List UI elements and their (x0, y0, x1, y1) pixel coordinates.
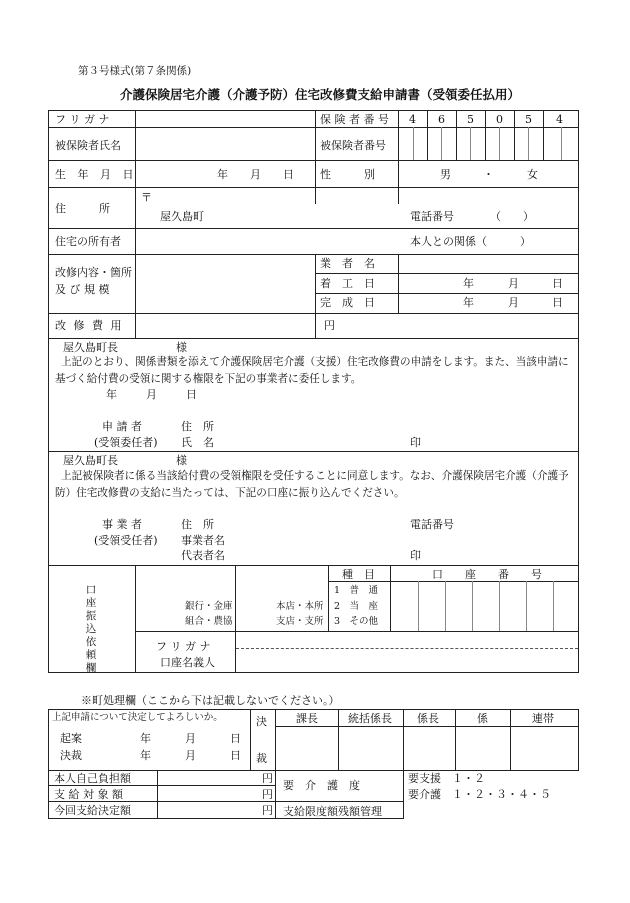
kian-year-unit: 年 (140, 732, 151, 745)
finish-date-label: 完 成 日 (320, 296, 375, 309)
sex-separator: ・ (483, 168, 494, 181)
target-amount-label: 支 給 対 象 額 (54, 788, 123, 801)
cost-yen: 円 (324, 319, 335, 332)
bank-side-label: 口 座 振 込 依 頼 欄 (85, 584, 97, 674)
insurer-digit: 5 (525, 113, 532, 126)
furigana-label: フ リ ガ ナ (55, 113, 110, 126)
kessai-label: 決裁 (60, 749, 82, 762)
insurer-digit: 4 (556, 113, 563, 126)
owner-label: 住宅の所有者 (55, 235, 121, 248)
insurer-number-label: 保 険 者 番 号 (320, 113, 389, 126)
kakaricho-label: 係長 (417, 712, 439, 725)
finish-day-unit: 日 (552, 296, 563, 309)
self-pay-yen: 円 (262, 772, 273, 785)
address-town: 屋久島町 (160, 210, 204, 223)
account-number-header: 口 座 番 号 (432, 568, 542, 581)
start-date-label: 着 工 日 (320, 277, 375, 290)
content-scale-label: 及 び 規 模 (55, 283, 110, 296)
phone-label: 電話番号 (410, 210, 454, 223)
insurer-digit: 0 (496, 113, 503, 126)
start-month-unit: 月 (508, 277, 519, 290)
business-label: 事 業 者 (102, 518, 142, 531)
kian-label: 起案 (60, 732, 82, 745)
application-day-unit: 日 (186, 388, 197, 401)
postal-mark: 〒 (141, 191, 152, 204)
branch-type-line1: 本店・本所 (276, 601, 324, 612)
decided-yen: 円 (262, 804, 273, 817)
birth-date-label: 生 年 月 日 (55, 168, 138, 181)
tokatsu-label: 統括係長 (348, 712, 392, 725)
birth-day-unit: 日 (283, 168, 294, 181)
birth-month-unit: 月 (250, 168, 261, 181)
sai-label: 裁 (256, 752, 267, 765)
kessai-year-unit: 年 (140, 749, 151, 762)
care-level-label: 要 介 護 度 (283, 779, 360, 792)
sex-female[interactable]: 女 (527, 168, 538, 181)
consent-mayor: 屋久島町長 (63, 454, 118, 467)
bank-type-line2: 組合・農協 (185, 616, 233, 627)
business-address-label: 住 所 (181, 518, 214, 531)
phone-parens: （ ） (490, 210, 534, 223)
rentai-label: 連帯 (532, 712, 554, 725)
applicant-seal: 印 (410, 436, 421, 449)
account-type-1[interactable]: 1 普 通 (334, 585, 379, 596)
applicant-address-label: 住 所 (181, 420, 214, 433)
relation-label: 本人との関係（ ） (410, 235, 531, 248)
self-pay-label: 本人自己負担額 (54, 772, 131, 785)
application-text-2: 基づく給付費の受領に関する権限を下記の事業者に委任します。 (55, 373, 362, 385)
account-type-header: 種 目 (342, 568, 375, 581)
kakari-label: 係 (477, 712, 488, 725)
consent-text-2: 防）住宅改修費の支給に当たっては、下記の口座に振り込んでください。 (55, 487, 405, 499)
kian-day-unit: 日 (230, 732, 241, 745)
application-mayor: 屋久島町長 (63, 341, 118, 354)
insurer-digit: 6 (438, 113, 445, 126)
business-company-label: 事業者名 (181, 534, 225, 547)
bank-type-line1: 銀行・金庫 (185, 601, 233, 612)
consent-sama: 様 (176, 454, 187, 467)
applicant-name-label: 氏 名 (181, 436, 214, 449)
applicant-label: 申 請 者 (102, 420, 142, 433)
insured-number-label: 被保険者番号 (320, 139, 386, 152)
application-year-unit: 年 (106, 388, 117, 401)
start-year-unit: 年 (463, 277, 474, 290)
decided-amount-label: 今回支給決定額 (54, 804, 131, 817)
yoshien-options[interactable]: 要支援 １・２ (408, 772, 485, 785)
start-day-unit: 日 (552, 277, 563, 290)
office-use-note: ※町処理欄（ここから下は記載しないでください。） (81, 694, 340, 707)
finish-month-unit: 月 (508, 296, 519, 309)
form-number: 第３号様式(第７条関係) (78, 65, 192, 77)
insurer-digit: 5 (467, 113, 474, 126)
birth-year-unit: 年 (217, 168, 228, 181)
sex-label: 性 別 (320, 168, 375, 181)
application-text: 上記のとおり、関係書類を添えて介護保険居宅介護（支援）住宅改修費の申請をします。また、当該申請に (61, 356, 569, 368)
business-rep-label: 代表者名 (181, 549, 225, 562)
business-sub-label: (受領受任者) (94, 534, 158, 547)
kessai-day-unit: 日 (230, 749, 241, 762)
yokaigo-options[interactable]: 要介護 １・２・３・４・５ (408, 788, 551, 801)
application-sama: 様 (176, 341, 187, 354)
decision-question: 上記申請について決定してよろしいか。 (52, 712, 223, 723)
address-label: 住 所 (55, 202, 110, 215)
target-yen: 円 (262, 788, 273, 801)
business-seal: 印 (410, 549, 421, 562)
insured-name-label: 被保険者氏名 (55, 139, 121, 152)
holder-furigana-label: フ リ ガ ナ (156, 640, 211, 653)
kacho-label: 課長 (296, 712, 318, 725)
account-type-3[interactable]: 3 その他 (334, 616, 379, 627)
contractor-label: 業 者 名 (320, 257, 375, 270)
business-phone-label: 電話番号 (410, 518, 454, 531)
applicant-sub-label: (受領委任者) (94, 436, 158, 449)
cost-label: 改 修 費 用 (55, 319, 124, 332)
consent-text: 上記被保険者に係る当該給付費の受領権限を受任することに同意します。なお、介護保険居宅介護（介護予 (61, 470, 569, 482)
insurer-digit: 4 (409, 113, 416, 126)
kessai-month-unit: 月 (185, 749, 196, 762)
finish-year-unit: 年 (463, 296, 474, 309)
branch-type-line2: 支店・支所 (276, 616, 324, 627)
sex-male[interactable]: 男 (440, 168, 451, 181)
ketsu-label: 決 (256, 715, 267, 728)
content-label: 改修内容・箇所 (55, 266, 132, 279)
form-title: 介護保険居宅介護（介護予防）住宅改修費支給申請書（受領委任払用） (120, 87, 521, 102)
kian-month-unit: 月 (185, 732, 196, 745)
limit-management-label: 支給限度額残額管理 (283, 805, 382, 818)
account-type-2[interactable]: 2 当 座 (334, 601, 379, 612)
holder-name-label: 口座名義人 (160, 656, 215, 669)
application-month-unit: 月 (146, 388, 157, 401)
